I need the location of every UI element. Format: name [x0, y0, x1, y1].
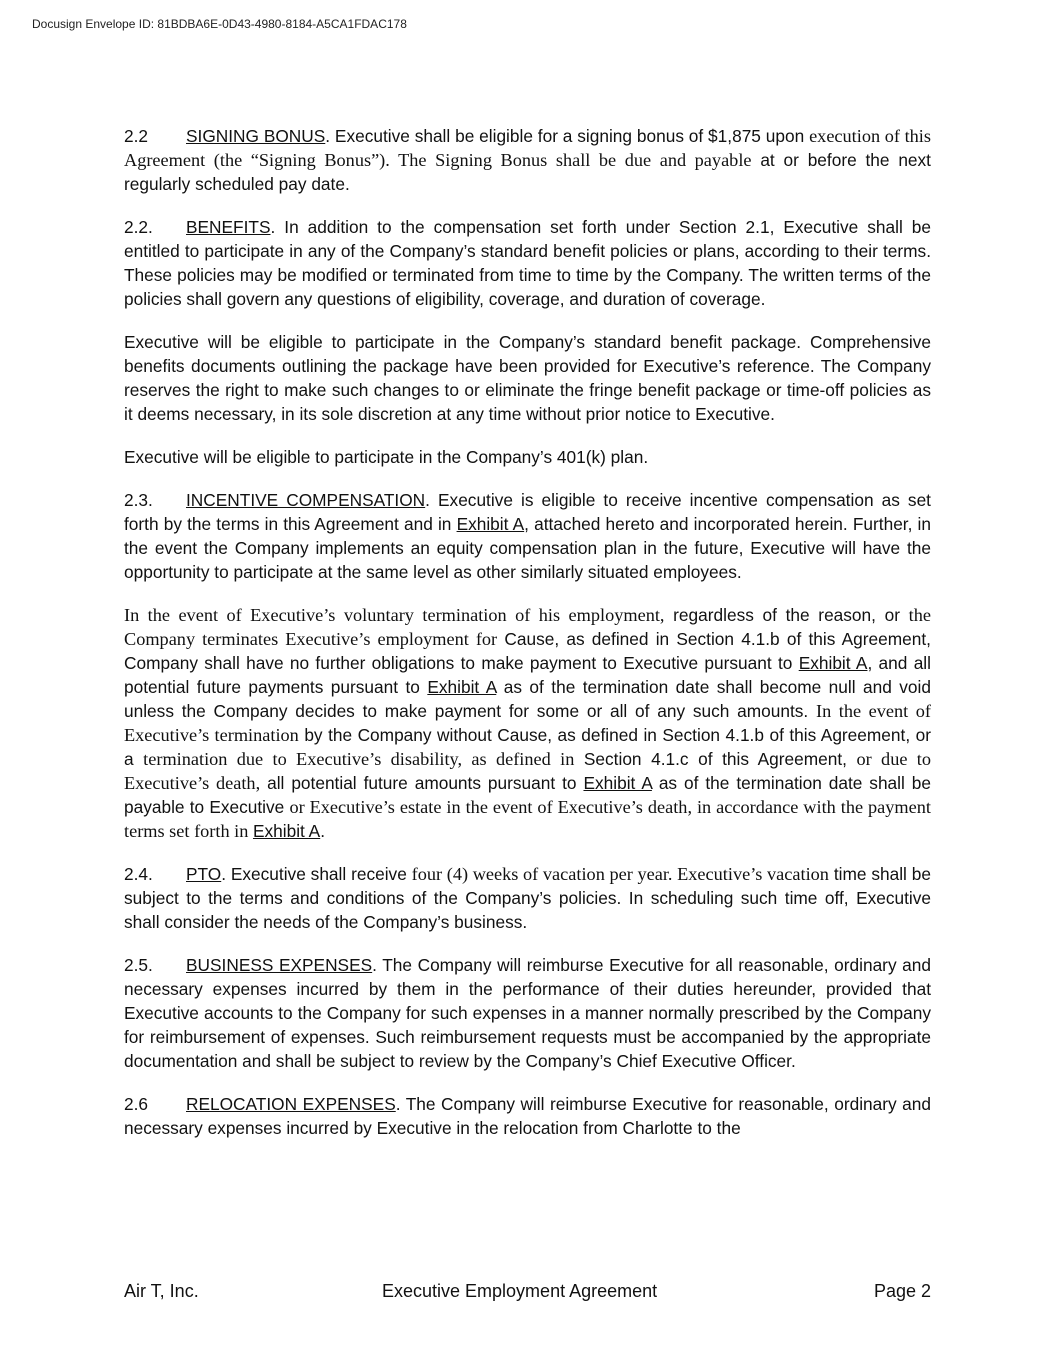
section-title: PTO [186, 864, 222, 884]
section-2-4-pto: 2.4. PTO. Executive shall receive four (4) weeks of vacation per year. Executive’s vacation time shall be subject to the terms and conditions of the Company’s policies. In scheduling such time off, Executive shall consider the needs of the Company’s business. [124, 864, 931, 932]
section-number: 2.3. [124, 490, 153, 510]
document-body [124, 124, 931, 1159]
section-2-2-benefits: 2.2. BENEFITS. In addition to the compensation set forth under Section 2.1, Executive shall be entitled to participate in any of the Company’s standard benefit policies or plans, according to their terms. These policies may be modified or terminated from time to time by the Company. The written terms of the policies shall govern any questions of eligibility, coverage, and duration of coverage. [124, 217, 931, 309]
exhibit-a-reference: Exhibit A [427, 677, 497, 697]
footer-company: Air T, Inc. [124, 1281, 199, 1301]
exhibit-a-reference: Exhibit A [456, 514, 525, 534]
benefits-401k-paragraph: Executive will be eligible to participate in the Company’s 401(k) plan. [124, 447, 649, 467]
docusign-envelope-id: Docusign Envelope ID: 81BDBA6E-0D43-4980-8184-A5CA1FDAC178 [32, 17, 407, 31]
exhibit-a-reference: Exhibit A [798, 653, 868, 673]
benefits-package-paragraph: Executive will be eligible to participate in the Company’s standard benefit package. Comprehensive benefits documents outlining the package have been provided for Executive’s reference. The Company reserves the right to make such changes to or eliminate the fringe benefit package or time-off policies as it deems necessary, in its sole discretion at any time without prior notice to Executive. [124, 332, 931, 424]
section-title: SIGNING BONUS [186, 126, 326, 146]
section-number: 2.2. [124, 217, 153, 237]
footer-page-number: Page 2 [873, 1281, 931, 1301]
exhibit-a-reference: Exhibit A [583, 773, 652, 793]
section-2-6-relocation-expenses: 2.6 RELOCATION EXPENSES. The Company will reimburse Executive for reasonable, ordinary and necessary expenses incurred by Executive in the relocation from Charlotte to the [124, 1094, 931, 1138]
section-number: 2.4. [124, 864, 153, 884]
section-title: INCENTIVE COMPENSATION [186, 490, 426, 510]
exhibit-a-reference: Exhibit A [252, 821, 321, 841]
section-number: 2.6 [124, 1094, 149, 1114]
section-number: 2.5. [124, 955, 153, 975]
section-title: RELOCATION EXPENSES [186, 1094, 396, 1114]
page-footer [124, 1281, 931, 1305]
section-2-5-business-expenses: 2.5. BUSINESS EXPENSES. The Company will reimburse Executive for all reasonable, ordinary and necessary expenses incurred by them in the performance of their duties hereunder, provided that Executive accounts to the Company for such expenses in a manner normally prescribed by the Company for reimbursement of expenses. Such reimbursement requests must be accompanied by the appropriate documentation and shall be subject to review by the Company’s Chief Executive Officer. [124, 955, 931, 1071]
section-title: BUSINESS EXPENSES [186, 955, 373, 975]
section-2-2-signing-bonus: 2.2 SIGNING BONUS. Executive shall be eligible for a signing bonus of $1,875 upon execution of this Agreement (the “Signing Bonus”). The Signing Bonus shall be due and payable at or before the next regularly scheduled pay date. [124, 126, 931, 194]
footer-document-title: Executive Employment Agreement [382, 1281, 658, 1301]
section-title: BENEFITS [186, 217, 271, 237]
termination-payment-paragraph: In the event of Executive’s voluntary termination of his employment, regardless of the reason, or the Company terminates Executive’s employment for Cause, as defined in Section 4.1.b of this Agreement, Company shall have no further obligations to make payment to Executive pursuant to Exhibit A, and all potential future payments pursuant to Exhibit A as of the termination date shall become null and void unless the Company decides to make payment for some or all of any such amounts. In the event of Executive’s termination by the Company without Cause, as defined in Section 4.1.b of this Agreement, or a termination due to Executive’s disability, as defined in Section 4.1.c of this Agreement, or due to Executive’s death, all potential future amounts pursuant to Exhibit A as of the termination date shall be payable to Executive or Executive’s estate in the event of Executive’s death, in accordance with the payment terms set forth in Exhibit A. [124, 605, 932, 841]
section-2-3-incentive-compensation: 2.3. INCENTIVE COMPENSATION. Executive is eligible to receive incentive compensation as set forth by the terms in this Agreement and in Exhibit A, attached hereto and incorporated herein. Further, in the event the Company implements an equity compensation plan in the future, Executive will have the opportunity to participate at the same level as other similarly situated employees. [124, 490, 931, 582]
section-number: 2.2 [124, 126, 149, 146]
